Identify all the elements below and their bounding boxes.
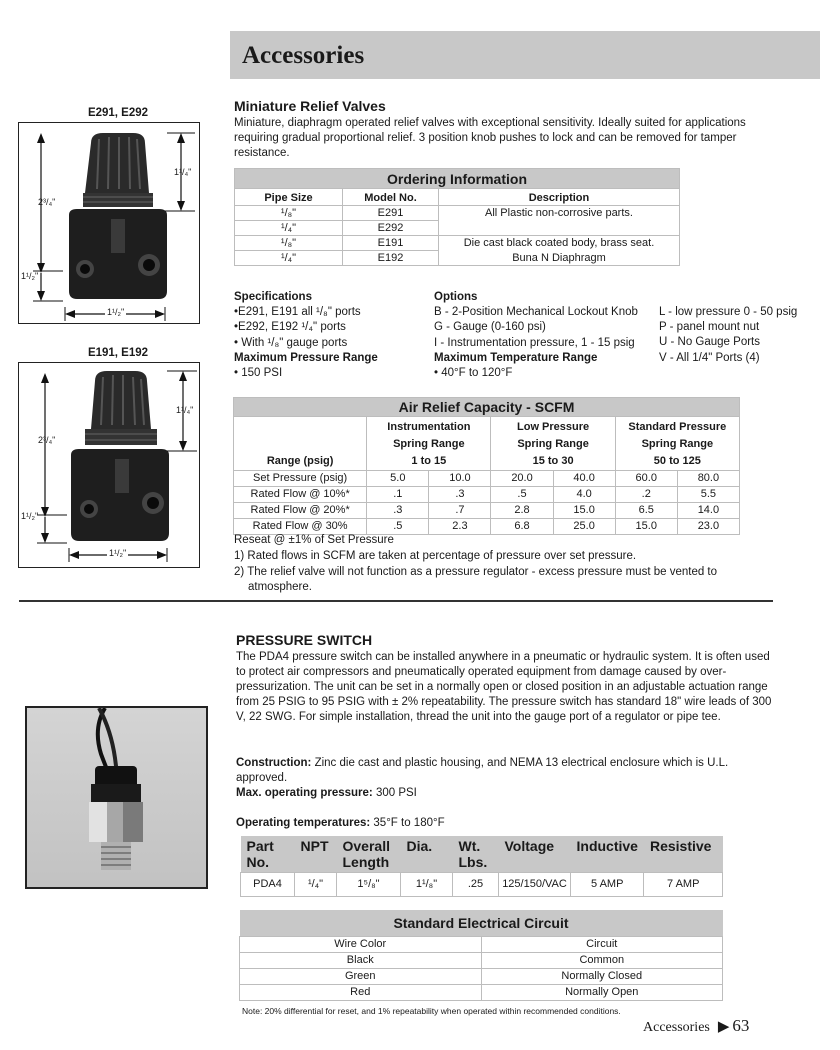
col-pipe-size: Pipe Size [235, 189, 343, 206]
col-overall-length: Overall Length [337, 836, 401, 873]
value-cell: .5 [491, 487, 553, 503]
group-subtitle: Spring Range [517, 438, 589, 450]
wire-color-cell: Red [240, 984, 482, 1000]
description-cell [439, 221, 680, 236]
specifications-block [234, 290, 429, 381]
col-description: Description [439, 189, 680, 206]
option-item: V - All 1/4" Ports (4) [659, 351, 760, 364]
page-footer [643, 1015, 749, 1038]
section-divider [19, 600, 773, 602]
operating-temp-label: Operating temperatures: [236, 817, 371, 829]
construction-value: Zinc die cast and plastic housing, and NEMA 13 electrical enclosure which is U.L. approved. [236, 757, 729, 784]
options-block-2 [659, 305, 829, 366]
group-range: 50 to 125 [653, 455, 701, 467]
group-range: 1 to 15 [411, 455, 447, 467]
value-cell: .1 [367, 487, 429, 503]
value-cell: 2.8 [491, 503, 553, 519]
group-title: Instrumentation [387, 421, 471, 433]
max-temp-heading: Maximum Temperature Range [434, 351, 598, 364]
table-row [235, 221, 680, 236]
model-cell: E191 [343, 236, 439, 251]
inductive-cell: 5 AMP [571, 873, 644, 897]
pipe-size-cell: ¹/₄" [235, 221, 343, 236]
row-label: Rated Flow @ 10%* [234, 487, 367, 503]
specifications-heading: Specifications [234, 291, 312, 303]
resistive-cell: 7 AMP [644, 873, 723, 897]
valve-figure-bottom [18, 362, 200, 568]
electrical-circuit-table [239, 910, 723, 1001]
col-resistive: Resistive [644, 836, 723, 873]
dim-top-label: 1¹/₄" [174, 167, 192, 177]
dim-height-label: 2³/₄" [38, 197, 56, 207]
option-item: G - Gauge (0-160 psi) [434, 321, 546, 334]
page-number: 63 [732, 1016, 750, 1035]
value-cell: 4.0 [553, 487, 615, 503]
npt-cell: ¹/₄" [295, 873, 337, 897]
value-cell: .3 [367, 503, 429, 519]
option-item: L - low pressure 0 - 50 psig [659, 306, 798, 318]
value-cell: .2 [615, 487, 677, 503]
overall-length-cell: 1⁵/₈" [337, 873, 401, 897]
circuit-cell: Normally Open [481, 984, 723, 1000]
value-cell: .3 [429, 487, 491, 503]
page-title: Accessories [242, 42, 365, 69]
pipe-size-cell: ¹/₈" [235, 206, 343, 221]
operating-temp-value: 35°F to 180°F [370, 817, 445, 829]
group-title: Low Pressure [517, 421, 590, 433]
dim-bottom-label: 1¹/₂" [21, 511, 39, 521]
group-subtitle: Spring Range [393, 438, 465, 450]
description-cell: All Plastic non-corrosive parts. [439, 206, 680, 221]
footer-note: Note: 20% differential for reset, and 1% repeatability when operated within recommended conditions. [242, 1006, 621, 1016]
max-operating-line [236, 786, 417, 801]
col-npt: NPT [295, 836, 337, 873]
col-dia: Dia. [401, 836, 453, 873]
dim-width-label: 1¹/₂" [109, 548, 127, 558]
value-cell: 10.0 [429, 471, 491, 487]
model-cell: E192 [343, 251, 439, 266]
option-item: I - Instrumentation pressure, 1 - 15 psig [434, 336, 635, 349]
col-weight: Wt. Lbs. [453, 836, 499, 873]
part-spec-table [240, 836, 723, 897]
max-temp-value: • 40°F to 120°F [434, 367, 513, 380]
weight-cell: .25 [453, 873, 499, 897]
wire-color-cell: Green [240, 968, 482, 984]
footnote-2-cont: atmosphere. [248, 581, 312, 593]
value-cell: 6.8 [491, 519, 553, 535]
value-cell: .5 [367, 519, 429, 535]
group-header-standard-pressure [615, 417, 739, 471]
table-row [235, 251, 680, 266]
options-block [434, 290, 659, 381]
group-title: Standard Pressure [628, 421, 727, 433]
max-pressure-value: • 150 PSI [234, 367, 283, 380]
relief-valves-description: Miniature, diaphragm operated relief valves with exceptional sensitivity. Ideally suited for applications requiring gradual proportional relief. 3 position knob pushes to lock and can be removed for tamper resistance. [234, 117, 746, 159]
circuit-cell: Normally Closed [481, 968, 723, 984]
footnote-1: 1) Rated flows in SCFM are taken at percentage of pressure over set pressure. [234, 550, 637, 562]
col-voltage: Voltage [499, 836, 571, 873]
pipe-size-cell: ¹/₈" [235, 236, 343, 251]
figure-label-bottom: E191, E192 [87, 347, 149, 359]
ordering-table [234, 168, 680, 266]
footnote-2: 2) The relief valve will not function as a pressure regulator - excess pressure must be vented to [234, 566, 718, 578]
dim-width-label: 1¹/₂" [107, 307, 125, 317]
value-cell: 40.0 [553, 471, 615, 487]
range-header: Range (psig) [234, 417, 367, 471]
value-cell: 15.0 [615, 519, 677, 535]
table-row [240, 968, 723, 984]
figure-label-top: E291, E292 [87, 107, 149, 119]
value-cell: 60.0 [615, 471, 677, 487]
air-relief-table [233, 397, 740, 535]
row-label: Rated Flow @ 30% [234, 519, 367, 535]
option-item: P - panel mount nut [659, 321, 760, 334]
model-cell: E291 [343, 206, 439, 221]
value-cell: 15.0 [553, 503, 615, 519]
table-row [241, 873, 723, 897]
dim-top-label: 1¹/₄" [176, 405, 194, 415]
options-heading: Options [434, 291, 478, 303]
value-cell: 6.5 [615, 503, 677, 519]
group-header-instrumentation [367, 417, 491, 471]
option-item: U - No Gauge Ports [659, 336, 760, 349]
table-row [240, 952, 723, 968]
group-header-low-pressure [491, 417, 615, 471]
table-row [234, 471, 740, 487]
max-pressure-heading: Maximum Pressure Range [234, 351, 378, 364]
value-cell: 5.5 [677, 487, 739, 503]
value-cell: 80.0 [677, 471, 739, 487]
part-no-cell: PDA4 [241, 873, 295, 897]
relief-valve-drawing [19, 123, 201, 325]
dia-cell: 1¹/₈" [401, 873, 453, 897]
air-relief-body [234, 471, 740, 535]
dim-bottom-label: 1¹/₂" [21, 271, 39, 281]
col-part-no: Part No. [241, 836, 295, 873]
col-wire-color: Wire Color [240, 936, 482, 952]
reseat-note: Reseat @ ±1% of Set Pressure [234, 534, 394, 546]
wire-color-cell: Black [240, 952, 482, 968]
spec-item: •E291, E191 all ¹/₈" ports [234, 306, 361, 319]
pressure-switch-description: The PDA4 pressure switch can be installed anywhere in a pneumatic or hydraulic system. It is often used to protect air compressors and pneumatically operated equipment from damage caused by over-pressurization. The unit can be set in a normally open or closed position in an adjustable actuation range from 25 PSIG to 95 PSIG with ± 2% repeatability. The pressure switch has standard 18" wire leads of 300 V, 22 SWG. For simple installation, thread the unit into the gauge port of a regulator or pipe tee. [236, 651, 772, 723]
circuit-cell: Common [481, 952, 723, 968]
table-row [235, 206, 680, 221]
valve-figure-top [18, 122, 200, 324]
model-cell: E292 [343, 221, 439, 236]
play-arrow-icon: ▶ [717, 1019, 730, 1035]
group-range: 15 to 30 [532, 455, 574, 467]
value-cell: .7 [429, 503, 491, 519]
max-operating-value: 300 PSI [372, 787, 417, 799]
footer-section: Accessories [643, 1020, 710, 1035]
col-circuit: Circuit [481, 936, 723, 952]
table-row [240, 984, 723, 1000]
construction-line [236, 756, 776, 786]
row-label: Set Pressure (psig) [234, 471, 367, 487]
value-cell: 5.0 [367, 471, 429, 487]
table-row [234, 487, 740, 503]
value-cell: 25.0 [553, 519, 615, 535]
value-cell: 14.0 [677, 503, 739, 519]
pressure-switch-image [27, 708, 208, 889]
operating-temp-line [236, 816, 445, 831]
option-item: B - 2-Position Mechanical Lockout Knob [434, 306, 638, 319]
pressure-switch-title: PRESSURE SWITCH [236, 632, 373, 648]
col-model-no: Model No. [343, 189, 439, 206]
relief-valves-title: Miniature Relief Valves [234, 98, 386, 114]
dim-height-label: 2³/₄" [38, 435, 56, 445]
pressure-switch-photo [25, 706, 208, 889]
value-cell: 2.3 [429, 519, 491, 535]
spec-item: • With ¹/₈" gauge ports [234, 336, 348, 349]
col-inductive: Inductive [571, 836, 644, 873]
spec-item: •E292, E192 ¹/₄" ports [234, 321, 346, 334]
description-cell: Die cast black coated body, brass seat. [439, 236, 680, 251]
air-relief-title: Air Relief Capacity - SCFM [234, 398, 740, 417]
row-label: Rated Flow @ 20%* [234, 503, 367, 519]
table-row [234, 503, 740, 519]
electrical-circuit-title: Standard Electrical Circuit [240, 910, 723, 936]
max-operating-label: Max. operating pressure: [236, 787, 373, 799]
table-row [235, 236, 680, 251]
description-cell: Buna N Diaphragm [439, 251, 680, 266]
value-cell: 20.0 [491, 471, 553, 487]
header-bar [230, 31, 820, 79]
voltage-cell: 125/150/VAC [499, 873, 571, 897]
construction-label: Construction: [236, 757, 312, 769]
group-subtitle: Spring Range [641, 438, 714, 450]
relief-valve-diecast-drawing [19, 363, 201, 569]
pipe-size-cell: ¹/₄" [235, 251, 343, 266]
value-cell: 23.0 [677, 519, 739, 535]
ordering-table-title: Ordering Information [235, 169, 680, 189]
